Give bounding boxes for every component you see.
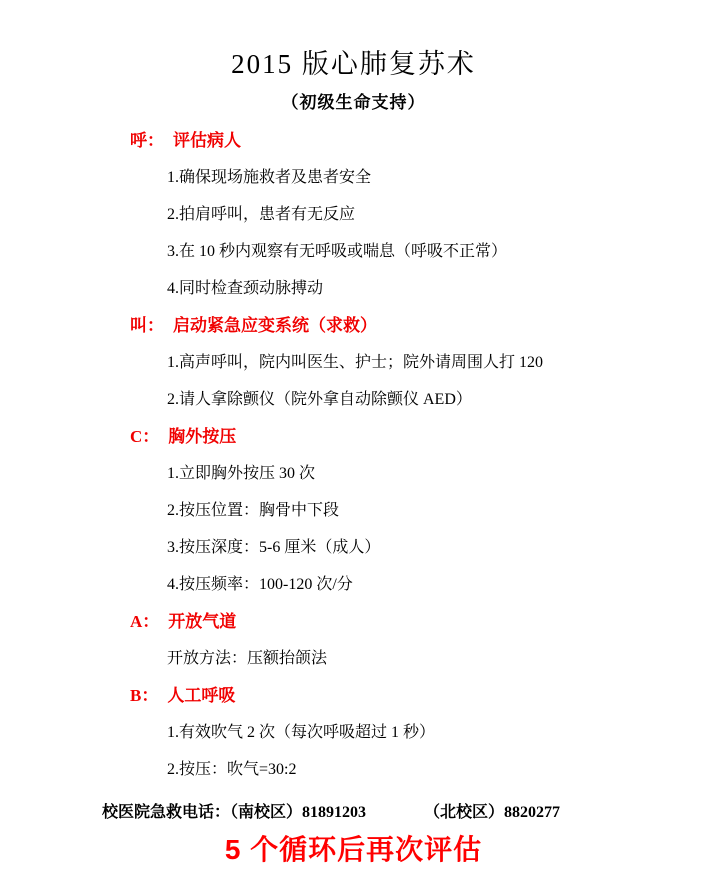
document-subtitle: （初级生命支持） (281, 93, 426, 112)
section-heading-text: 人工呼吸 (167, 686, 236, 705)
section-heading (130, 685, 707, 707)
list-item: 1.立即胸外按压 30 次 (167, 465, 316, 482)
section-heading (130, 130, 707, 152)
section-label: C： (130, 427, 160, 446)
list-item: 1.高声呼叫，院内叫医生、护士；院外请周围人打 120 (167, 354, 544, 371)
section-heading-text: 启动紧急应变系统（求救） (173, 316, 377, 335)
list-item: 4.按压频率：100-120 次/分 (167, 576, 353, 593)
emergency-phone-north-campus: （北校区）8820277 (424, 804, 561, 821)
document-body (0, 130, 707, 781)
section-heading (130, 315, 707, 337)
section-jiao-activate-emergency (0, 315, 707, 411)
reassess-after-cycles-banner: 5 个循环后再次评估 (224, 834, 483, 865)
section-heading (130, 426, 707, 448)
document-title: 2015 版心肺复苏术 (231, 49, 476, 79)
list-item: 1.确保现场施救者及患者安全 (167, 169, 372, 186)
list-item: 2.请人拿除颤仪（院外拿自动除颤仪 AED） (167, 391, 472, 408)
list-item: 2.拍肩呼叫，患者有无反应 (167, 206, 356, 223)
list-item: 4.同时检查颈动脉搏动 (167, 280, 324, 297)
section-hu-assess-patient (0, 130, 707, 300)
section-heading-text: 胸外按压 (168, 427, 237, 446)
section-heading-text: 评估病人 (173, 131, 241, 150)
section-label: A： (130, 612, 160, 631)
section-heading (130, 611, 707, 633)
section-label: 呼： (130, 131, 164, 150)
section-heading-text: 开放气道 (168, 612, 237, 631)
section-b-rescue-breathing (0, 685, 707, 781)
section-label: B： (130, 686, 159, 705)
section-c-chest-compression (0, 426, 707, 596)
list-item: 1.有效吹气 2 次（每次呼吸超过 1 秒） (167, 724, 436, 741)
emergency-phone-line (102, 802, 707, 824)
list-item: 3.按压深度：5-6 厘米（成人） (167, 539, 381, 556)
section-a-open-airway (0, 611, 707, 670)
emergency-phone-south-campus: 校医院急救电话：（南校区）81891203 (102, 804, 367, 821)
list-item: 3.在 10 秒内观察有无呼吸或喘息（呼吸不正常） (167, 243, 508, 260)
list-item: 2.按压位置：胸骨中下段 (167, 502, 340, 519)
section-label: 叫： (130, 316, 164, 335)
list-item: 开放方法：压额抬颌法 (167, 650, 328, 667)
list-item: 2.按压：吹气=30:2 (167, 761, 297, 778)
